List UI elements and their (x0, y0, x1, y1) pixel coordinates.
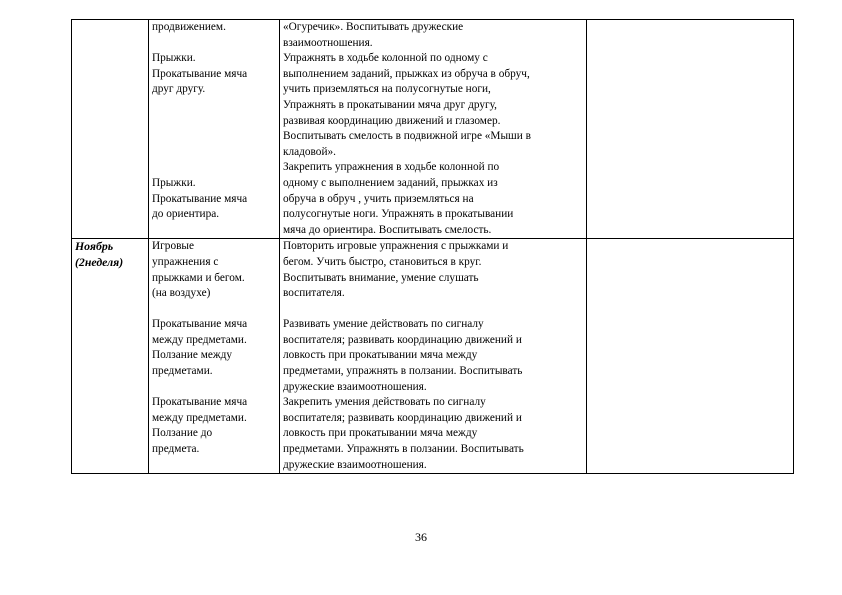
goal-line: выполнением заданий, прыжках из обруча в обруч, (283, 67, 530, 80)
goal-line: дружеские взаимоотношения. (283, 458, 427, 471)
goal-line: Повторить игровые упражнения с прыжками и (283, 240, 509, 253)
month-cell (72, 239, 149, 474)
goal-line: Упражнять в ходьбе колонной по одному с (283, 52, 488, 65)
activity-cell (149, 239, 280, 474)
notes-cell (587, 239, 794, 474)
goal-line: Закрепить упражнения в ходьбе колонной по (283, 161, 500, 174)
activity-line: предмета. (152, 443, 200, 456)
goal-cell (280, 20, 587, 239)
table-row (72, 239, 794, 474)
activity-line: Прокатывание мяча (152, 67, 248, 80)
activity-line: между предметами. (152, 411, 247, 424)
goal-line: учить приземляться на полусогнутые ноги, (283, 83, 491, 96)
activity-line: Прокатывание мяча (152, 318, 248, 331)
activity-line: продвижением. (152, 21, 226, 33)
month-label: Ноябрь (75, 239, 114, 254)
goal-cell (280, 239, 587, 474)
notes-cell (587, 20, 794, 239)
week-label: (2неделя) (75, 254, 124, 269)
goal-line: ловкость при прокатывании мяча между (283, 427, 478, 440)
goal-line: предметами. Упражнять в ползании. Воспитывать (283, 443, 524, 456)
goal-line: воспитателя; развивать координацию движений и (283, 411, 522, 424)
goal-line: взаимоотношения. (283, 36, 373, 49)
goal-line: бегом. Учить быстро, становиться в круг. (283, 255, 482, 268)
goal-line: предметами, упражнять в ползании. Воспитывать (283, 365, 523, 378)
activity-line: Ползание между (152, 349, 233, 362)
activity-line: друг другу. (152, 83, 206, 96)
goal-line: «Огуречик». Воспитывать дружеские (283, 21, 464, 33)
goal-line: кладовой». (283, 145, 336, 158)
activity-cell (149, 20, 280, 239)
goal-line: дружеские взаимоотношения. (283, 380, 427, 393)
activity-line: Ползание до (152, 427, 213, 440)
activity-line: между предметами. (152, 333, 247, 346)
activity-line: до ориентира. (152, 208, 220, 221)
page-number: 36 (415, 530, 427, 544)
activity-line: прыжками и бегом. (152, 271, 245, 284)
goal-line: Закрепить умения действовать по сигналу (283, 396, 486, 409)
activity-line: упражнения с (152, 255, 219, 268)
month-cell (72, 20, 149, 239)
table-row (72, 20, 794, 239)
goal-line: Воспитывать внимание, умение слушать (283, 271, 479, 284)
goal-line: развивая координацию движений и глазомер. (283, 114, 501, 127)
goal-line: Воспитывать смелость в подвижной игре «Мыши в (283, 130, 531, 143)
goal-line: воспитателя; развивать координацию движений и (283, 333, 522, 346)
activity-line: Прыжки. (152, 176, 196, 189)
activity-line: Прокатывание мяча (152, 396, 248, 409)
activity-line: Прыжки. (152, 52, 196, 65)
goal-line: одному с выполнением заданий, прыжках из (283, 176, 498, 189)
goal-line: обруча в обруч , учить приземляться на (283, 192, 474, 205)
goal-line: воспитателя. (283, 287, 345, 300)
goal-line: полусогнутые ноги. Упражнять в прокатывании (283, 208, 514, 221)
activity-line: предметами. (152, 365, 213, 378)
activity-line: (на воздухе) (152, 287, 211, 300)
goal-line: Упражнять в прокатывании мяча друг другу, (283, 98, 497, 111)
schedule-table (71, 19, 794, 474)
activity-line: Прокатывание мяча (152, 192, 248, 205)
goal-line: Развивать умение действовать по сигналу (283, 318, 484, 331)
activity-line: Игровые (152, 240, 195, 253)
goal-line: мяча до ориентира. Воспитывать смелость. (283, 223, 492, 236)
goal-line: ловкость при прокатывании мяча между (283, 349, 478, 362)
